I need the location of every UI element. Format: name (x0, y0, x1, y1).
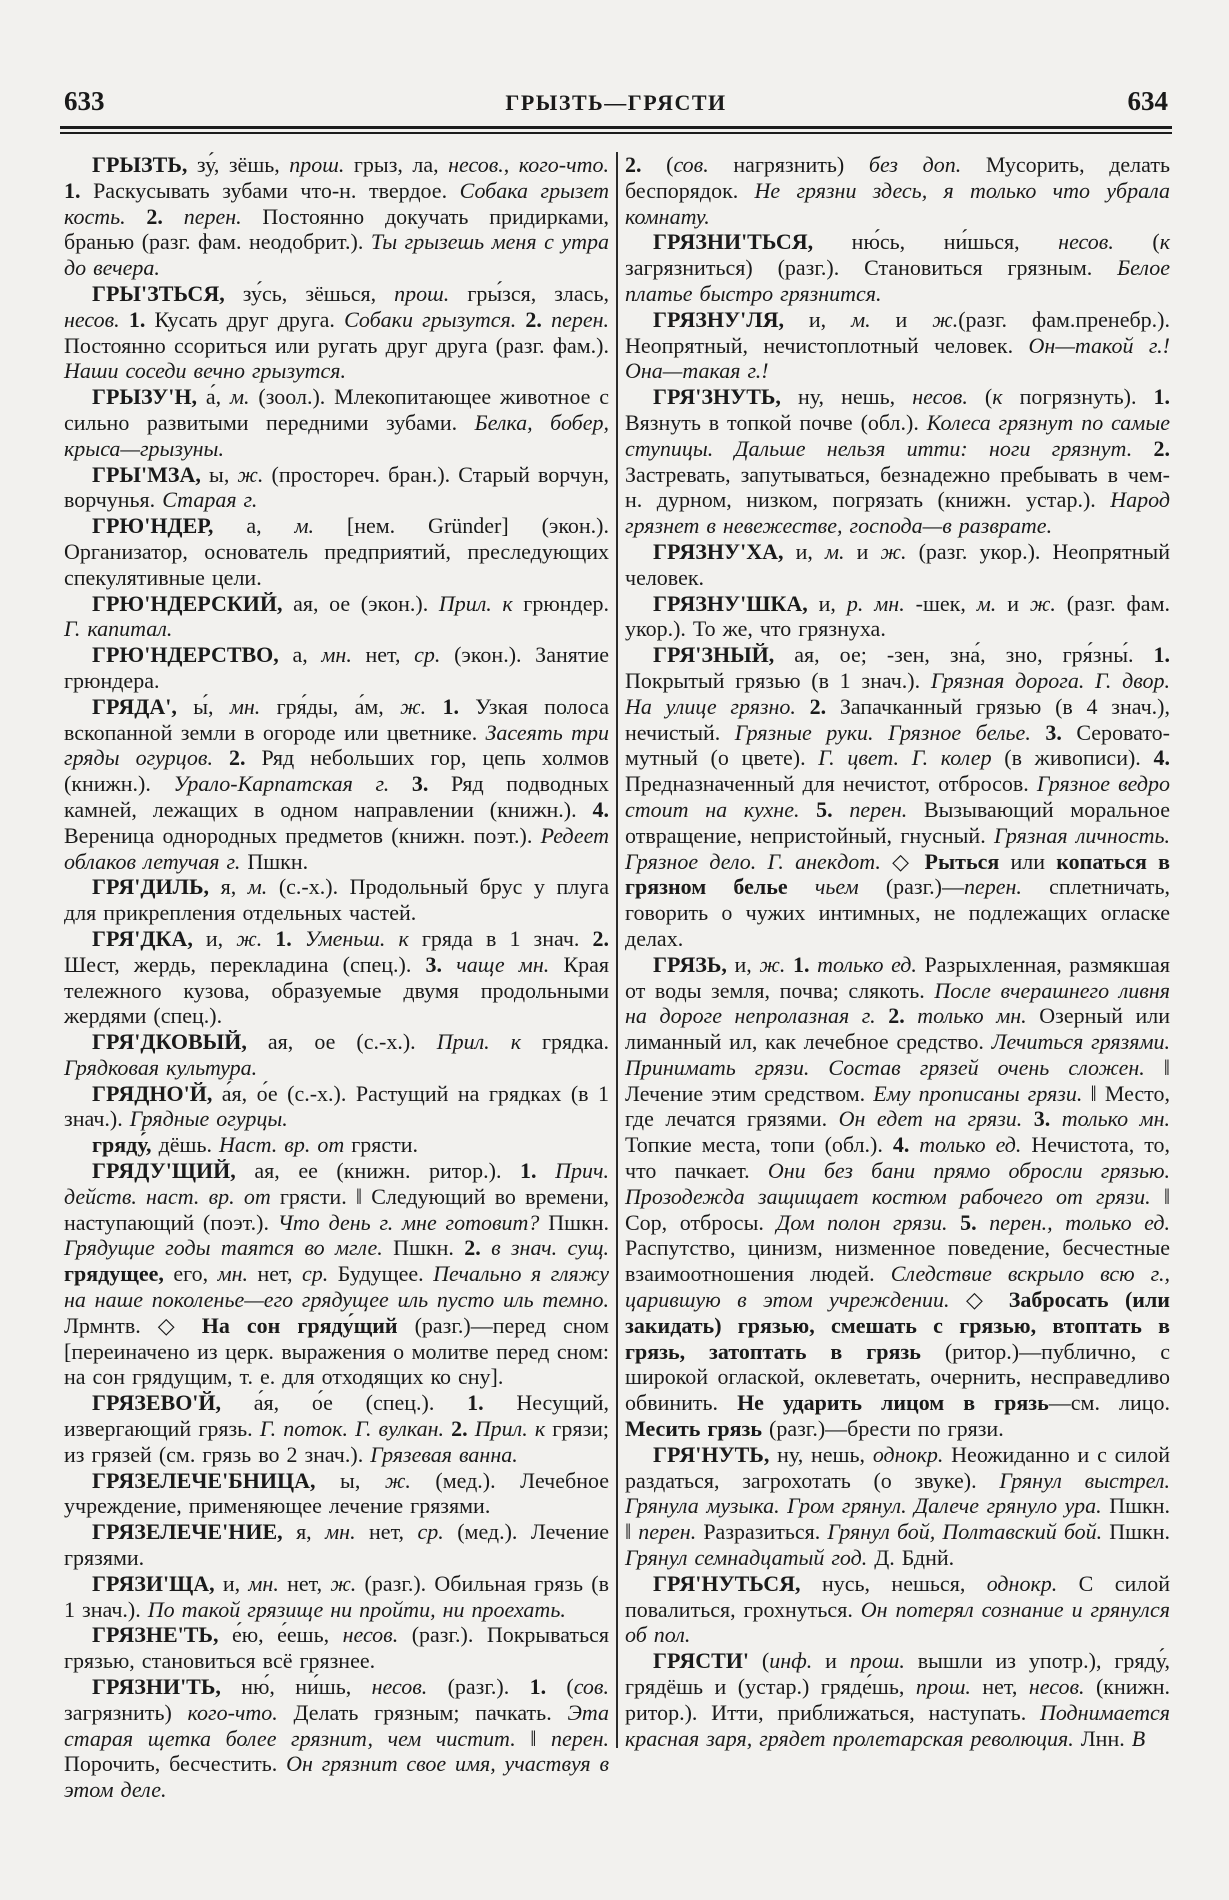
dictionary-entry: гряду́, дёшь. Наст. вр. от грясти. (92, 1132, 419, 1158)
dictionary-entry: ГРЯ'ДКОВЫЙ, ая, ое (с.-х.). Прил. к грядка. Грядковая культура. (64, 1029, 609, 1080)
dictionary-entry: ГРЯДУ'ЩИЙ, ая, ее (книжн. ритор.). 1. Прич. действ. наст. вр. от грясти. ‖ Следующий во времени, наступающий (поэт.). Что день г. мне готовит? Пшкн. Грядущие годы таятся во мгле. Пшкн. 2. в знач. сущ. грядущее, его, мн. нет, ср. Будущее. Печально я гляжу на наше поколенье—его грядущее иль пусто иль темно. Лрмнтв. ◇ На сон гряду́щий (разг.)—перед сном [переиначено из церк. выражения о молитве перед сном: на сон грядущим, т. е. для отходящих ко сну]. (64, 1158, 610, 1390)
dictionary-entry: 2. (сов. нагрязнить) без доп. Мусорить, делать беспорядок. Не грязни здесь, я только что убрала комнату. (625, 152, 1170, 229)
dictionary-entry: ГРЯЗНУ'ХА, и, м. и ж. (разг. укор.). Неопрятный человек. (625, 538, 1170, 590)
page-header (64, 86, 1168, 117)
dictionary-entry: ГРЫ'ЗТЬСЯ, зу́сь, зёшься, прош. гры́зся, злась, несов. 1. Кусать друг друга. Собаки грызутся. 2. перен. Постоянно ссориться или ругать друг друга (разг. фам.). Наши соседи вечно грызутся. (64, 280, 610, 384)
dictionary-entry: ГРЯ'НУТЬ, ну, нешь, однокр. Неожиданно и с силой раздаться, загрохотать (о звуке). Грянул выстрел. Грянула музыка. Гром грянул. Далече грянуло ура. Пшкн. ‖ перен. Разразиться. Грянул бой, Полтавский бой. Пшкн. Грянул семнадцатый год. Д. Бднй. (625, 1441, 1171, 1571)
dictionary-entry: ГРЯЗЕЛЕЧЕ'БНИЦА, ы, ж. (мед.). Лечебное учреждение, применяющее лечение грязями. (64, 1467, 609, 1519)
dictionary-entry: ГРЮ'НДЕР, а, м. [нем. Gründer] (экон.). Организатор, основатель предприятий, преследующих спекулятивные цели. (64, 513, 610, 590)
running-head: ГРЫЗТЬ—ГРЯСТИ (505, 90, 727, 115)
header-rule-top (60, 126, 1172, 129)
page-number-left: 633 (64, 86, 105, 116)
column-divider (616, 152, 618, 1748)
dictionary-entry: ГРЯЗЕВО'Й, а́я, о́е (спец.). 1. Несущий, извергающий грязь. Г. поток. Г. вулкан. 2. Прил. к грязи; из грязей (см. грязь во 2 знач.). Грязевая ванна. (64, 1390, 610, 1467)
dictionary-entry: ГРЯДНО'Й, а́я, о́е (с.-х.). Растущий на грядках (в 1 знач.). Грядные огурцы. (64, 1080, 609, 1132)
dictionary-entry: ГРЫЗТЬ, зу́, зёшь, прош. грыз, ла, несов., кого-что. 1. Раскусывать зубами что-н. твердое. Собака грызет кость. 2. перен. Постоянно докучать придирками, бранью (разг. фам. неодобрит.). Ты грызешь меня с утра до вечера. (64, 152, 610, 281)
dictionary-entry: ГРЯЗЬ, и, ж. 1. только ед. Разрыхленная, размякшая от воды земля, почва; слякоть. После вчерашнего ливня на дороге непролазная г. 2. только мн. Озерный или лиманный ил, как лечебное средство. Лечиться грязями. Принимать грязи. Состав грязей очень сложен. ‖ Лечение этим средством. Ему прописаны грязи. ‖ Место, где лечатся грязями. Он едет на грязи. 3. только мн. Топкие места, топи (обл.). 4. только ед. Нечистота, то, что пачкает. Они без бани прямо обросли грязью. Прозодежда защищает костюм рабочего от грязи. ‖ Сор, отбросы. Дом полон грязи. 5. перен., только ед. Распутство, цинизм, низменное поведение, бесчестные взаимоотношения людей. Следствие вскрыло всю г., царившую в этом учреждении. ◇ Забросать (или закидать) грязью, смешать с грязью, втоптать в грязь, затоптать в грязь (ритор.)—публично, с широкой оглаской, оклеветать, очернить, несправедливо обвинить. Не ударить лицом в грязь—см. лицо. Месить грязь (разг.)—брести по грязи. (625, 951, 1171, 1442)
dictionary-entry: ГРЯ'ЗНЫЙ, ая, ое; -зен, зна́, зно, гря́зны́. 1. Покрытый грязью (в 1 знач.). Грязная дорога. Г. двор. На улице грязно. 2. Запачканный грязью (в 4 знач.), нечистый. Грязные руки. Грязное белье. 3. Серовато-мутный (о цвете). Г. цвет. Г. колер (в живописи). 4. Предназначенный для нечистот, отбросов. Грязное ведро стоит на кухне. 5. перен. Вызывающий моральное отвращение, непристойный, гнусный. Грязная личность. Грязное дело. Г. анекдот. ◇ Рыться или копаться в грязном белье чьем (разг.)—перен. сплетничать, говорить о чужих интимных, не подлежащих огласке делах. (625, 642, 1171, 951)
dictionary-entry: ГРЮ'НДЕРСТВО, а, мн. нет, ср. (экон.). Занятие грюндера. (64, 642, 609, 693)
dictionary-entry: ГРЯСТИ' (инф. и прош. вышли из употр.), гряду́, грядёшь и (устар.) гряде́шь, прош. нет, несов. (книжн. ритор.). Итти, приближаться, наступать. Поднимается красная заря, грядет пролетарская революция. Лнн. В (625, 1648, 1171, 1751)
dictionary-entry: ГРЯ'ЗНУТЬ, ну, нешь, несов. (к погрязнуть). 1. Вязнуть в топкой почве (обл.). Колеса грязнут по самые ступицы. Дальше нельзя итти: ноги грязнут. 2. Застревать, запутываться, безнадежно пребывать в чем-н. дурном, низком, погрязать (книжн. устар.). Народ грязнет в невежестве, господа—в разврате. (625, 384, 1170, 539)
dictionary-entry: ГРЮ'НДЕРСКИЙ, ая, ое (экон.). Прил. к грюндер. Г. капитал. (64, 590, 610, 642)
column-left (64, 152, 609, 1803)
column-right (625, 152, 1170, 1751)
dictionary-entry: ГРЯЗНЕ'ТЬ, е́ю, е́ешь, несов. (разг.). Покрываться грязью, становиться всё грязнее. (64, 1622, 609, 1674)
dictionary-entry: ГРЯЗНУ'ШКА, и, р. мн. -шек, м. и ж. (разг. фам. укор.). То же, что грязнуха. (625, 590, 1170, 642)
dictionary-entry: ГРЯЗНИ'ТЬ, ню́, ни́шь, несов. (разг.). 1. (сов. загрязнить) кого-что. Делать грязным; пачкать. Эта старая щетка более грязнит, чем чистит. ‖ перен. Порочить, бесчестить. Он грязнит свое имя, участвуя в этом деле. (64, 1674, 609, 1803)
dictionary-entry: ГРЯЗНИ'ТЬСЯ, ню́сь, ни́шься, несов. (к загрязниться) (разг.). Становиться грязным. Белое платье быстро грязнится. (625, 229, 1170, 306)
dictionary-entry: ГРЯ'ДКА, и, ж. 1. Уменьш. к гряда в 1 знач. 2. Шест, жердь, перекладина (спец.). 3. чаще мн. Края тележного кузова, образуемые двумя продольными жердями (спец.). (64, 925, 610, 1029)
dictionary-entry: ГРЯДА', ы́, мн. гря́ды, а́м, ж. 1. Узкая полоса вскопанной земли в огороде или цветнике. Засеять три гряды огурцов. 2. Ряд небольших гор, цепь холмов (книжн.). Урало-Карпатская г. 3. Ряд подводных камней, лежащих в одном направлении (книжн.). 4. Вереница однородных предметов (книжн. поэт.). Редеет облаков летучая г. Пшкн. (64, 693, 609, 874)
dictionary-entry: ГРЫЗУ'Н, а́, м. (зоол.). Млекопитающее животное с сильно развитыми передними зубами. Белка, бобер, крыса—грызуны. (64, 384, 609, 461)
dictionary-entry: ГРЯ'НУТЬСЯ, нусь, нешься, однокр. С силой повалиться, грохнуться. Он потерял сознание и грянулся об пол. (625, 1570, 1171, 1648)
page-number-right: 634 (1127, 86, 1168, 116)
dictionary-entry: ГРЯ'ДИЛЬ, я, м. (с.-х.). Продольный брус у плуга для прикрепления отдельных частей. (64, 874, 609, 926)
dictionary-entry: ГРЯЗЕЛЕЧЕ'НИЕ, я, мн. нет, ср. (мед.). Лечение грязями. (64, 1519, 610, 1571)
dictionary-entry: ГРЯЗНУ'ЛЯ, и, м. и ж.(разг. фам.пренебр.). Неопрятный, нечистоплотный человек. Он—такой г.! Она—такая г.! (625, 306, 1171, 384)
dictionary-entry: ГРЯЗИ'ЩА, и, мн. нет, ж. (разг.). Обильная грязь (в 1 знач.). По такой грязище ни пройти, ни проехать. (64, 1570, 609, 1622)
header-rule-bottom (60, 132, 1172, 134)
dictionary-entry: ГРЫ'МЗА, ы, ж. (простореч. бран.). Старый ворчун, ворчунья. Старая г. (64, 461, 609, 513)
